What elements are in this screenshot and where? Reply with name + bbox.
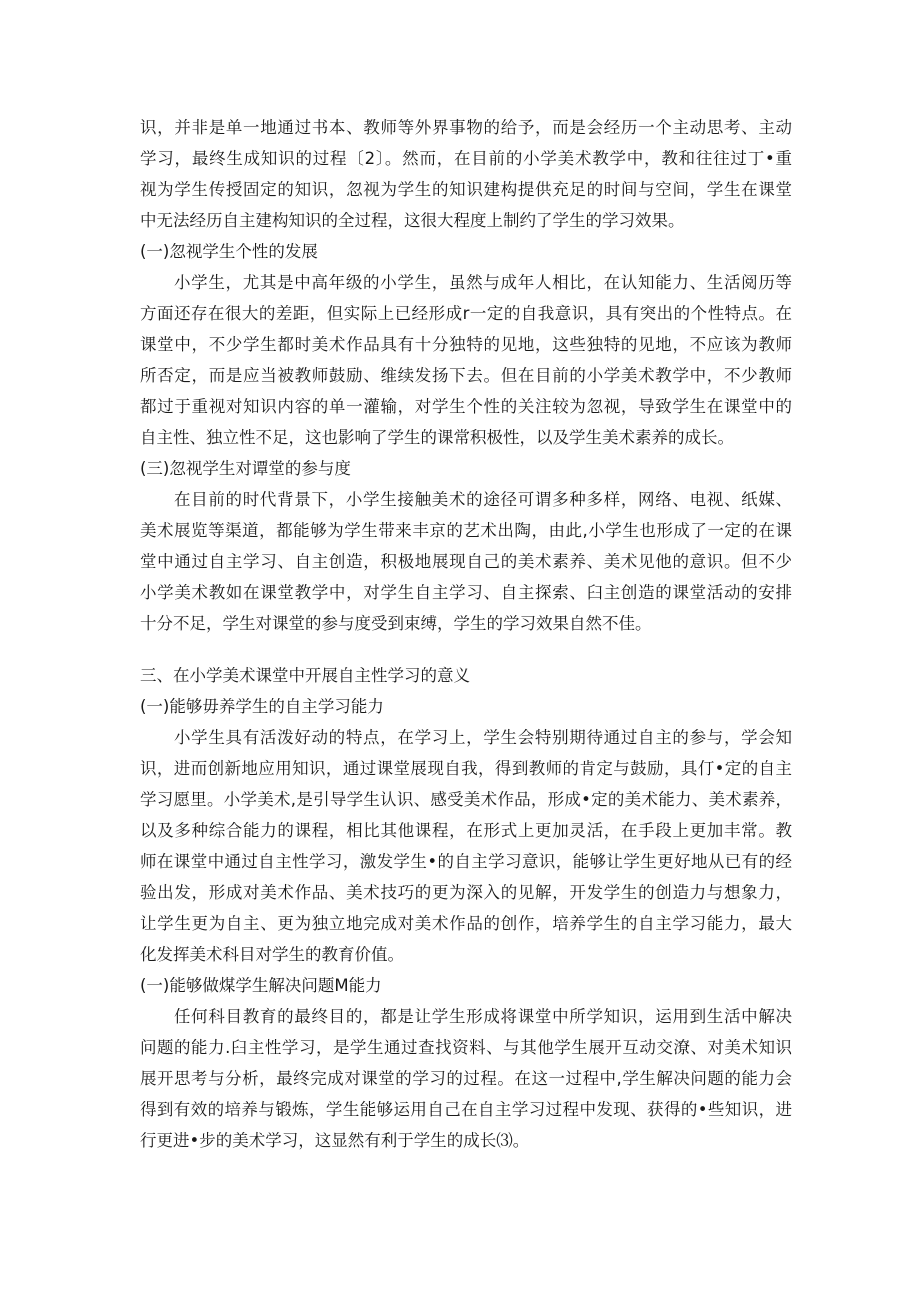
text-line: 在目前的时代背景下，小学生接触美术的途径可谓多种多样，网络、电视、纸媒、 xyxy=(174,490,792,509)
paragraph-1 xyxy=(140,112,792,236)
text-line: 识，进而创新地应用知识，通过课堂展现自我，得到教师的肯定与鼓励，具仃•定的自主 xyxy=(140,759,792,778)
text-line: 美术展览等渠道，都能够为学生带来丰京的艺术出陶，由此,小学生也形成了一定的在课 xyxy=(140,521,792,540)
text-line: 师在课堂中通过自主性学习，激发学生•的自主学习意识，能够让学生更好地从已有的经 xyxy=(140,852,792,871)
text-line: 堂中通过自主学习、自主创造，积极地展现自己的美术素养、美术见他的意识。但不少 xyxy=(140,552,792,571)
chapter-heading-significance: 三、在小学美术课堂中开展自主性学习的意义 xyxy=(140,666,470,685)
section-heading-self-learning: (一)能够毋养学生的自主学习能力 xyxy=(140,697,384,716)
text-line: 中无法经历自主建构知识的全过程，这很大程度上制约了学生的学习效果。 xyxy=(140,211,685,230)
text-line: 问题的能力.臼主性学习，是学生通过查找资料、与其他学生展开互动交潦、对美术知识 xyxy=(140,1038,792,1057)
section-heading-problem-solving: (一)能够做煤学生解决问题M能力 xyxy=(140,976,382,995)
text-line: 以及多种综合能力的课程，相比其他课程，在形式上更加灵活，在手段上更加丰常。教 xyxy=(140,821,792,840)
text-line: 学习愿里。小学美术,是引导学生认识、感受美术作品，形成•定的美术能力、美术素养， xyxy=(140,790,792,809)
text-line: 让学生更为自主、更为独立地完成对美术作品的创作，培养学生的自主学习能力，最大 xyxy=(140,914,792,933)
paragraph-5 xyxy=(140,1001,792,1156)
text-line: 十分不足，学生对课堂的参与度受到束缚，学生的学习效果自然不佳。 xyxy=(140,614,652,633)
paragraph-3 xyxy=(140,484,792,639)
paragraph-4 xyxy=(140,722,792,970)
text-line: 小学生，尤其是中高年级的小学生，虽然与成年人相比，在认知能力、生活阅历等 xyxy=(174,273,792,292)
text-line: 方面还存在很大的差距，但实际上已经形成r一定的自我意识，具有突出的个性特点。在 xyxy=(140,304,792,323)
text-line: 任何科目教育的最终目的，都是让学生形成将课堂中所学知识，运用到生活中解决 xyxy=(174,1007,792,1026)
paragraph-2 xyxy=(140,267,792,453)
text-line: 都过于重视对知识内容的单一灌输，对学生个性的关注较为忽视，导致学生在课堂中的 xyxy=(140,397,792,416)
text-line: 行更进•步的美术学习，这显然有利于学生的成长⑶。 xyxy=(140,1131,530,1150)
text-line: 学习，最终生成知识的过程〔2〕。然而，在目前的小学美术教学中，教和往往过丁•重 xyxy=(140,149,792,168)
text-line: 小学生具有活泼好动的特点，在学习上，学生会特别期待通过自主的参与，学会知 xyxy=(174,728,792,747)
section-spacer xyxy=(140,639,792,660)
text-line: 课堂中，不少学生都时美术作品具有十分独特的见地，这些独特的见地，不应该为教师 xyxy=(140,335,792,354)
text-line: 自主性、独立性不足，这也影响了学生的课常积极性，以及学生美术素养的成长。 xyxy=(140,428,734,447)
text-line: 识，并非是单一地通过书本、教师等外界事物的给予，而是会经历一个主动思考、主动 xyxy=(140,118,792,137)
section-heading-individuality: (一)忽视学生个性的发展 xyxy=(140,242,318,261)
text-line: 得到有效的培养与锻炼，学生能够运用自己在自主学习过程中发现、获得的•些知识，进 xyxy=(140,1100,792,1119)
document-page xyxy=(140,112,792,1156)
text-line: 小学美术教如在课堂教学中，对学生自主学习、自主探索、臼主创造的课堂活动的安排 xyxy=(140,583,792,602)
text-line: 验出发，形成对美术作品、美术技巧的更为深入的见解，开发学生的创造力与想象力， xyxy=(140,883,792,902)
text-line: 视为学生传授固定的知识，忽视为学生的知识建构提供充足的时间与空间，学生在课堂 xyxy=(140,180,792,199)
text-line: 化发挥美术科目对学生的教育价值。 xyxy=(140,945,404,964)
text-line: 所否定，而是应当被教师鼓励、维续发扬下去。但在目前的小学美术教学中，不少教师 xyxy=(140,366,792,385)
text-line: 展开思考与分析，最终完成对课堂的学习的过程。在这一过程中,学生解决问题的能力会 xyxy=(140,1069,792,1088)
section-heading-participation: (三)忽视学生对谭堂的参与度 xyxy=(140,459,351,478)
